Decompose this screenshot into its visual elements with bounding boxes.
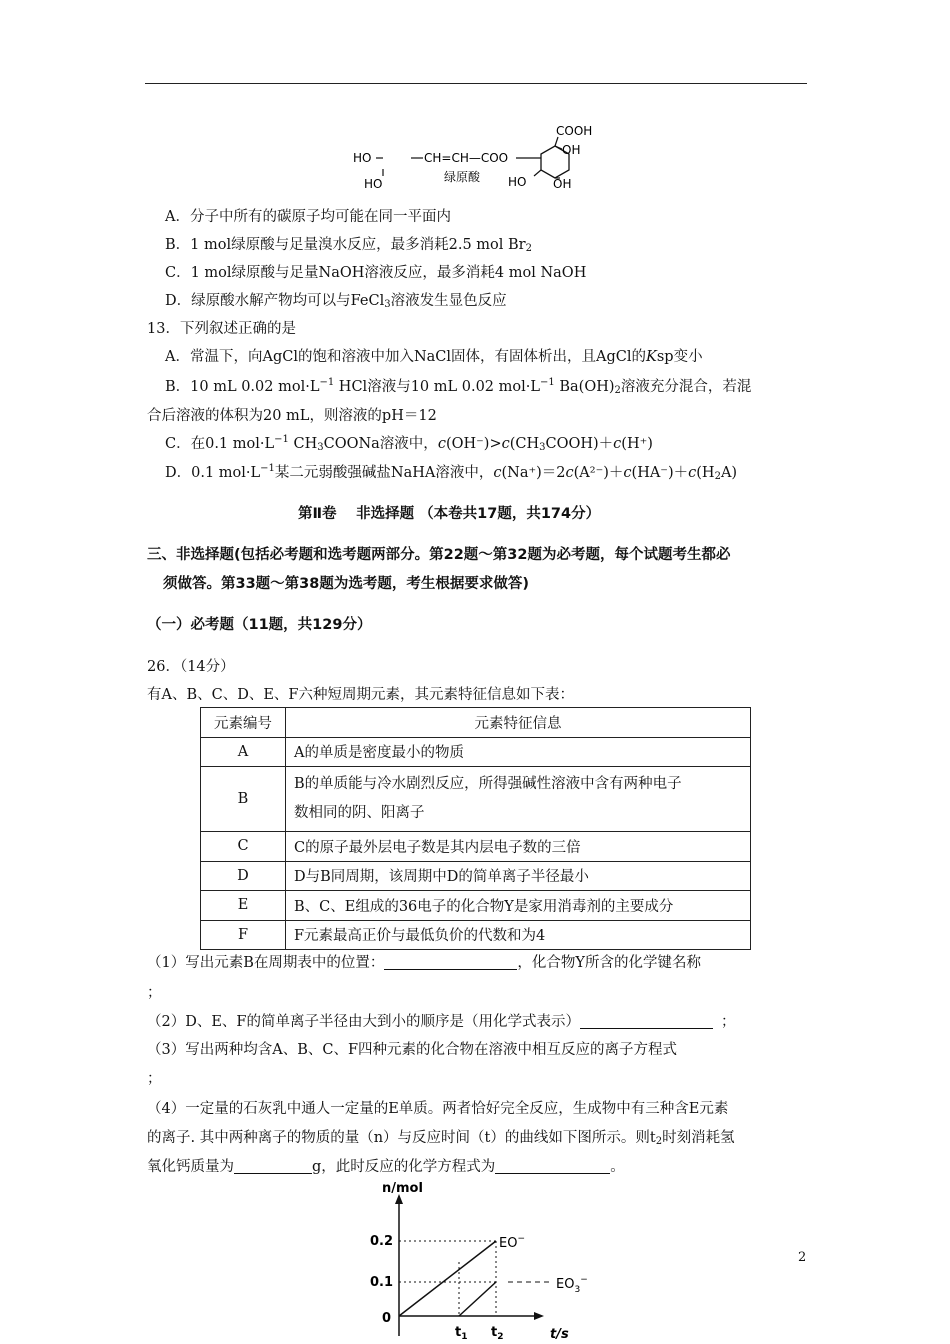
table-row — [201, 920, 751, 950]
label-oh-1: OH — [562, 143, 581, 157]
y-tick-0-2: 0.2 — [370, 1234, 394, 1249]
label-ho-3: HO — [508, 175, 527, 189]
table-header-key: 元素编号 — [201, 708, 286, 738]
q26-part2: （2）D、E、F的简单离子半径由大到小的顺序是（用化学式表示） ； — [147, 1014, 736, 1030]
x-axis-arrow — [534, 1312, 544, 1320]
label-ho-1: HO — [353, 151, 372, 165]
table-row — [201, 767, 751, 832]
row-key: D — [201, 861, 286, 891]
origin-label: 0 — [382, 1311, 392, 1326]
q13-option-a: A．常温下，向AgCl的饱和溶液中加入NaCl固体，有固体析出，且AgCl的Ksp变小 — [165, 349, 703, 365]
row-key: F — [201, 920, 286, 950]
table-row — [201, 832, 751, 862]
q26-part1: （1）写出元素B在周期表中的位置： ，化合物Y所含的化学键名称 — [147, 955, 701, 971]
row-info: F元素最高正价与最低负价的代数和为4 — [286, 920, 751, 950]
table-row — [201, 891, 751, 921]
row-info: B的单质能与冷水剧烈反应，所得强碱性溶液中含有两种电子 数相同的阴、阳离子 — [286, 767, 751, 832]
row-key: C — [201, 832, 286, 862]
series-eo-line — [399, 1241, 496, 1316]
series-eo3-label: $EO_3^-$ — [556, 1275, 588, 1295]
series-eo3-line — [459, 1282, 496, 1316]
table-header-row — [201, 708, 751, 738]
q26-part4-line3: 氧化钙质量为 g，此时反应的化学方程式为 。 — [147, 1159, 625, 1175]
q13-option-b: B．10 mL 0.02 $mol\cdot L^{-1}$ HCl溶液与10 mL 0.02 $mol\cdot L^{-1}$ $Ba(OH)_2$溶液充分混合，若混 — [165, 377, 752, 396]
row-info: C的原子最外层电子数是其内层电子数的三倍 — [286, 832, 751, 862]
required-heading: （一）必考题（11题，共129分） — [147, 617, 372, 633]
table-row — [201, 737, 751, 767]
element-info-table — [200, 707, 751, 950]
answer-blank-1[interactable] — [384, 955, 517, 970]
q26-part3: （3）写出两种均含A、B、C、F四种元素的化合物在溶液中相互反应的离子方程式 — [147, 1042, 678, 1058]
x-tick-t1: $t_1$ — [455, 1325, 468, 1342]
chlorogenic-acid-structure — [350, 118, 610, 196]
row-key: E — [201, 891, 286, 921]
series-eo-label: EO− — [499, 1234, 525, 1251]
label-name: 绿原酸 — [444, 170, 481, 184]
section2-title: 第Ⅱ卷 非选择题 （本卷共17题，共174分） — [298, 506, 601, 522]
y-axis-label: n/mol — [382, 1181, 423, 1196]
bond-cooh — [555, 137, 558, 146]
q26-intro: 有A、B、C、D、E、F六种短周期元素，其元素特征信息如下表： — [147, 687, 574, 703]
q13-stem: 13．下列叙述正确的是 — [147, 321, 296, 337]
row-key: B — [201, 767, 286, 832]
q26-header: 26．（14分） — [147, 659, 235, 675]
x-tick-t2: $t_2$ — [491, 1325, 504, 1342]
q26-part4-line2: 的离子. 其中两种离子的物质的量（n）与反应时间（t）的曲线如下图所示。则$t_2$时刻消耗氢 — [147, 1130, 735, 1147]
page-number: 2 — [798, 1250, 807, 1265]
label-ho-2: HO — [364, 177, 383, 191]
q26-part1-semi: ； — [147, 985, 162, 1001]
table-header-info: 元素特征信息 — [286, 708, 751, 738]
label-oh-2: OH — [553, 177, 572, 191]
q13-option-d: D．0.1 $mol\cdot L^{-1}$某二元弱酸强碱盐NaHA溶液中，$c(Na^+)=2c(A^{2-})+c(HA^-)+c(H_2A)$ — [165, 463, 738, 482]
answer-blank-4[interactable] — [495, 1159, 610, 1174]
reaction-chart — [360, 1180, 620, 1344]
answer-blank-2[interactable] — [580, 1014, 713, 1029]
row-info: B、C、E组成的36电子的化合物Y是家用消毒剂的主要成分 — [286, 891, 751, 921]
y-tick-0-1: 0.1 — [370, 1275, 394, 1290]
table-row — [201, 861, 751, 891]
answer-blank-3[interactable] — [234, 1159, 312, 1174]
q13-option-c: C．在0.1 $mol\cdot L^{-1}$ $CH_3COONa$溶液中，$c(OH^-)>c(CH_3COOH)+c(H^+)$ — [165, 434, 653, 453]
header-rule — [145, 83, 807, 84]
q12-option-a: A．分子中所有的碳原子均可能在同一平面内 — [165, 209, 451, 225]
bond-ho3 — [534, 170, 541, 176]
label-chain: CH=CH—COO — [424, 151, 509, 165]
x-axis-label: t/s — [550, 1327, 569, 1342]
q26-part4-line1: （4）一定量的石灰乳中通人一定量的E单质。两者恰好完全反应，生成物中有三种含E元素 — [147, 1101, 729, 1117]
row-key: A — [201, 737, 286, 767]
row-info: A的单质是密度最小的物质 — [286, 737, 751, 767]
part3-line1: 三、非选择题(包括必考题和选考题两部分。第22题～第32题为必考题，每个试题考生都必 — [147, 547, 731, 563]
label-cooh: COOH — [556, 124, 593, 138]
part3-line2: 须做答。第33题～第38题为选考题，考生根据要求做答) — [163, 576, 529, 592]
q12-option-d: D．绿原酸水解产物均可以与FeCl$_3$溶液发生显色反应 — [165, 293, 507, 310]
row-info: D与B同周期，该周期中D的简单离子半径最小 — [286, 861, 751, 891]
q12-option-b: B．1 mol绿原酸与足量溴水反应，最多消耗2.5 mol $Br_2$ — [165, 237, 532, 254]
q26-part3-semi: ； — [147, 1071, 162, 1087]
q12-option-c: C．1 mol绿原酸与足量NaOH溶液反应，最多消耗4 mol NaOH — [165, 265, 587, 281]
q13-option-b-line2: 合后溶液的体积为20 mL，则溶液的pH＝12 — [147, 408, 437, 424]
